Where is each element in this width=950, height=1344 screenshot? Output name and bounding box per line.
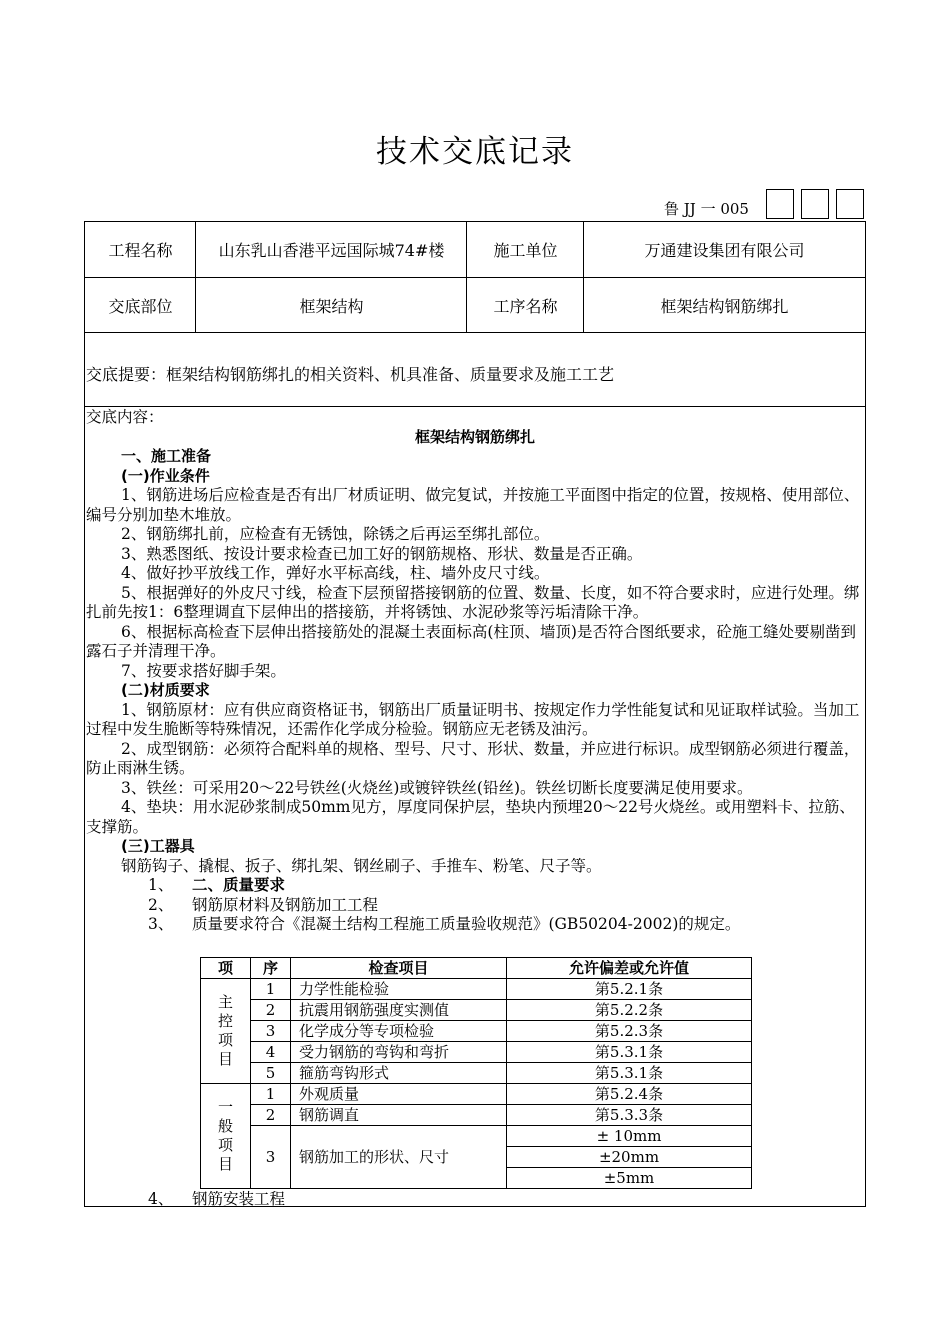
table-row [201, 1084, 752, 1105]
subsection-conditions: (一)作业条件 [121, 466, 210, 485]
row-item: 受力钢筋的弯钩和弯折 [291, 1042, 507, 1063]
row-item: 箍筋弯钩形式 [291, 1063, 507, 1084]
row-no: 2 [251, 1105, 291, 1126]
document-number: 鲁 JJ 一 005 [664, 200, 749, 218]
material-4: 4、垫块：用水泥砂浆制成50mm见方，厚度同保护层，垫块内预埋20～22号火烧丝。或用塑料卡、拉筋、支撑筋。 [86, 798, 855, 836]
numbered-item-2 [86, 896, 864, 916]
row-value: 第5.3.1条 [507, 1042, 752, 1063]
content-heading: 框架结构钢筋绑扎 [414, 427, 535, 446]
row-value: 第5.3.3条 [507, 1105, 752, 1126]
col-divider-2 [466, 221, 467, 333]
numbered-item-1 [86, 876, 864, 896]
row-no: 4 [251, 1042, 291, 1063]
table-row [201, 1063, 752, 1084]
condition-1: 1、钢筋进场后应检查是否有出厂材质证明、做完复试，并按施工平面图中指定的位置，按规格、使用部位、编号分别加垫木堆放。 [86, 486, 860, 524]
code-box-3 [836, 189, 864, 219]
subsection-tools: (三)工器具 [121, 837, 195, 855]
header-seq: 序 [251, 958, 291, 979]
summary-text: 交底提要：框架结构钢筋绑扎的相关资料、机具准备、质量要求及施工工艺 [86, 365, 615, 384]
item-text: 钢筋原材料及钢筋加工工程 [192, 895, 379, 914]
row-value: ±5mm [507, 1168, 752, 1189]
condition-3: 3、熟悉图纸、按设计要求检查已加工好的钢筋规格、形状、数量是否正确。 [121, 544, 643, 563]
process-value: 框架结构钢筋绑扎 [660, 296, 789, 316]
table-row [201, 1105, 752, 1126]
row-item: 抗震用钢筋强度实测值 [291, 1000, 507, 1021]
item-number: 3、 [148, 915, 174, 933]
row-item: 钢筋调直 [291, 1105, 507, 1126]
part-label: 交底部位 [108, 296, 173, 316]
table-header-row [201, 958, 752, 979]
group-label: 一般项目 [218, 1098, 234, 1173]
col-divider-3 [583, 221, 584, 333]
row-no: 2 [251, 1000, 291, 1021]
table-row [201, 1042, 752, 1063]
quality-heading: 二、质量要求 [192, 876, 286, 894]
project-value: 山东乳山香港平远国际城74#楼 [218, 241, 445, 260]
row-value: 第5.2.3条 [507, 1021, 752, 1042]
row-item: 化学成分等专项检验 [291, 1021, 507, 1042]
item-number: 1、 [148, 876, 174, 894]
row-divider-3 [84, 406, 866, 407]
condition-5: 5、根据弹好的外皮尺寸线，检查下层预留搭接钢筋的位置、数量、长度，如不符合要求时，应进行处理。绑扎前先按1：6整理调直下层伸出的搭接筋，并将锈蚀、水泥砂浆等污垢清除干净。 [86, 583, 860, 621]
header-check: 检查项目 [291, 958, 507, 979]
project-label: 工程名称 [108, 241, 173, 260]
header-item: 项 [201, 958, 251, 979]
content-label: 交底内容： [86, 408, 164, 426]
code-box-1 [766, 189, 794, 219]
content-body [86, 408, 864, 935]
item-number: 4、 [148, 1190, 174, 1208]
document-title: 技术交底记录 [376, 134, 574, 170]
row-item: 钢筋加工的形状、尺寸 [291, 1126, 507, 1189]
group-label: 主控项目 [218, 993, 234, 1068]
group-main-control [201, 979, 251, 1084]
tools-list: 钢筋钩子、撬棍、扳子、绑扎架、钢丝刷子、手推车、粉笔、尺子等。 [121, 856, 602, 875]
item-text: 钢筋安装工程 [192, 1190, 286, 1208]
numbered-item-3 [86, 915, 864, 935]
quality-table [200, 957, 752, 1189]
item-number: 2、 [148, 895, 174, 914]
row-no: 1 [251, 1084, 291, 1105]
row-no: 3 [251, 1021, 291, 1042]
row-value: ± 10mm [507, 1126, 752, 1147]
row-value: 第5.2.2条 [507, 1000, 752, 1021]
table-row [201, 1126, 752, 1147]
table-row [201, 1021, 752, 1042]
material-1: 1、钢筋原材：应有供应商资格证书，钢筋出厂质量证明书、按规定作力学性能复试和见证取样试验。当加工过程中发生脆断等特殊情况，还需作化学成分检验。钢筋应无老锈及油污。 [86, 700, 860, 738]
group-general [201, 1084, 251, 1189]
row-no: 5 [251, 1063, 291, 1084]
row-item: 外观质量 [291, 1084, 507, 1105]
numbered-item-4 [148, 1187, 285, 1209]
table-row [201, 979, 752, 1000]
contractor-value: 万通建设集团有限公司 [644, 241, 805, 260]
row-value: ±20mm [507, 1147, 752, 1168]
code-box-2 [801, 189, 829, 219]
row-item: 力学性能检验 [291, 979, 507, 1000]
row-value: 第5.2.1条 [507, 979, 752, 1000]
material-2: 2、成型钢筋：必须符合配料单的规格、型号、尺寸、形状、数量，并应进行标识。成型钢筋必须进行覆盖，防止雨淋生锈。 [86, 739, 860, 777]
header-tolerance: 允许偏差或允许值 [507, 958, 752, 979]
condition-7: 7、按要求搭好脚手架。 [121, 661, 286, 680]
condition-2: 2、钢筋绑扎前，应检查有无锈蚀，除锈之后再运至绑扎部位。 [121, 525, 550, 543]
table-row [201, 1000, 752, 1021]
material-3: 3、铁丝：可采用20～22号铁丝(火烧丝)或镀锌铁丝(铅丝)。铁丝切断长度要满足使用要求。 [121, 778, 753, 797]
row-value: 第5.2.4条 [507, 1084, 752, 1105]
section-prep: 一、施工准备 [121, 447, 212, 465]
condition-6: 6、根据标高检查下层伸出搭接筋处的混凝土表面标高(柱顶、墙顶)是否符合图纸要求，砼施工缝处要剔凿到露石子并清理干净。 [86, 622, 856, 660]
process-label: 工序名称 [493, 296, 558, 316]
row-value: 第5.3.1条 [507, 1063, 752, 1084]
col-divider-1 [195, 221, 196, 333]
row-no: 1 [251, 979, 291, 1000]
subsection-materials: (二)材质要求 [121, 681, 210, 699]
condition-4: 4、做好抄平放线工作，弹好水平标高线，柱、墙外皮尺寸线。 [121, 564, 550, 582]
row-no: 3 [251, 1126, 291, 1189]
item-text: 质量要求符合《混凝土结构工程施工质量验收规范》(GB50204-2002)的规定。 [192, 915, 741, 933]
row-divider-2 [84, 332, 866, 333]
contractor-label: 施工单位 [493, 241, 558, 260]
part-value: 框架结构 [299, 296, 364, 316]
